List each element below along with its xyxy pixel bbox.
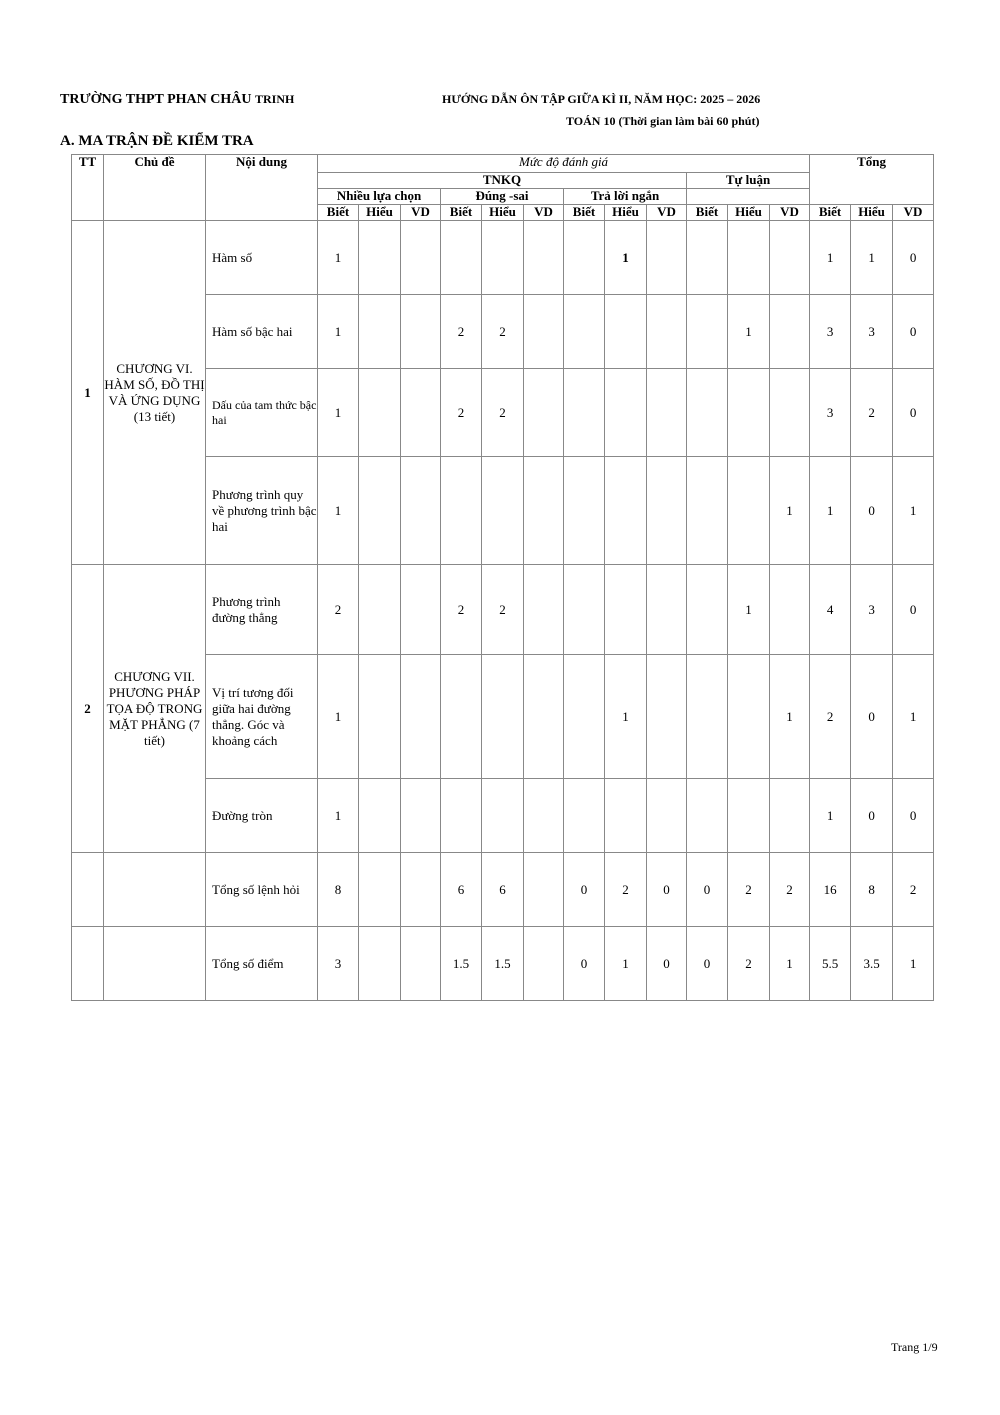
header-level: VD	[770, 205, 810, 221]
table-cell	[359, 295, 401, 369]
table-cell	[482, 457, 524, 565]
school-name-suffix: TRINH	[254, 92, 295, 106]
total-row	[72, 853, 934, 927]
table-cell	[564, 565, 605, 655]
table-cell	[359, 927, 401, 1001]
table-cell	[524, 457, 564, 565]
content-topic: Đường tròn	[206, 779, 318, 853]
table-cell	[770, 565, 810, 655]
header-tnkq: TNKQ	[318, 173, 687, 189]
table-row	[72, 221, 934, 295]
table-cell: 4	[810, 565, 851, 655]
table-cell	[524, 779, 564, 853]
chapter-title: CHƯƠNG VII. PHƯƠNG PHÁP TỌA ĐỘ TRONG MẶT PHẲNG (7 tiết)	[104, 565, 206, 853]
table-cell	[524, 221, 564, 295]
table-cell	[605, 565, 647, 655]
content-topic: Phương trình quy về phương trình bậc hai	[206, 457, 318, 565]
empty-cell	[104, 853, 206, 927]
table-cell	[687, 655, 728, 779]
header-tu-luan: Tự luận	[687, 173, 810, 189]
table-cell: 16	[810, 853, 851, 927]
table-cell	[359, 369, 401, 457]
table-cell	[687, 779, 728, 853]
table-cell	[564, 221, 605, 295]
table-cell	[728, 655, 770, 779]
table-cell: 2	[482, 565, 524, 655]
header-level: Biết	[564, 205, 605, 221]
table-cell	[564, 295, 605, 369]
table-cell	[401, 779, 441, 853]
table-cell: 1	[728, 295, 770, 369]
total-label: Tổng số lệnh hỏi	[206, 853, 318, 927]
total-label: Tổng số điểm	[206, 927, 318, 1001]
table-cell: 5.5	[810, 927, 851, 1001]
header-level: VD	[401, 205, 441, 221]
table-cell: 1	[318, 779, 359, 853]
total-row	[72, 927, 934, 1001]
table-cell: 2	[482, 369, 524, 457]
table-cell	[647, 655, 687, 779]
table-cell: 0	[564, 927, 605, 1001]
table-cell: 6	[441, 853, 482, 927]
table-cell	[728, 457, 770, 565]
header-level: VD	[647, 205, 687, 221]
table-cell: 1	[851, 221, 893, 295]
empty-cell	[72, 853, 104, 927]
table-cell	[401, 565, 441, 655]
table-cell: 0	[893, 565, 934, 655]
table-cell	[564, 457, 605, 565]
header-dung-sai: Đúng -sai	[441, 189, 564, 205]
content-topic: Vị trí tương đối giữa hai đường thẳng. Góc và khoảng cách	[206, 655, 318, 779]
table-cell	[647, 221, 687, 295]
assessment-matrix-table	[71, 154, 934, 1001]
table-cell: 0	[687, 853, 728, 927]
table-cell	[401, 295, 441, 369]
header-tt: TT	[72, 155, 104, 221]
content-topic: Hàm số bậc hai	[206, 295, 318, 369]
table-cell	[647, 295, 687, 369]
table-cell	[770, 295, 810, 369]
table-cell: 1.5	[441, 927, 482, 1001]
table-cell	[524, 927, 564, 1001]
table-cell: 0	[851, 655, 893, 779]
table-cell: 2	[728, 927, 770, 1001]
table-cell: 1	[728, 565, 770, 655]
table-cell: 0	[893, 369, 934, 457]
header-level: Hiểu	[728, 205, 770, 221]
chapter-title: CHƯƠNG VI. HÀM SỐ, ĐỒ THỊ VÀ ỨNG DỤNG (13 tiết)	[104, 221, 206, 565]
table-cell	[770, 779, 810, 853]
table-cell: 1	[810, 221, 851, 295]
table-cell: 8	[851, 853, 893, 927]
header-level: Hiểu	[359, 205, 401, 221]
table-cell: 1	[318, 221, 359, 295]
table-cell	[524, 853, 564, 927]
table-cell	[687, 369, 728, 457]
table-cell: 1	[318, 295, 359, 369]
table-cell	[524, 565, 564, 655]
table-cell: 6	[482, 853, 524, 927]
table-cell	[401, 655, 441, 779]
table-cell: 1.5	[482, 927, 524, 1001]
header-level: Hiểu	[482, 205, 524, 221]
table-cell: 2	[441, 369, 482, 457]
header-level: Biết	[318, 205, 359, 221]
table-cell: 0	[893, 221, 934, 295]
table-cell: 3	[851, 295, 893, 369]
school-name	[60, 92, 294, 108]
table-cell	[605, 295, 647, 369]
table-cell	[359, 457, 401, 565]
table-cell	[687, 221, 728, 295]
chapter-number: 2	[72, 565, 104, 853]
page-number: Trang 1/9	[891, 1340, 938, 1354]
empty-cell	[104, 927, 206, 1001]
table-cell	[728, 221, 770, 295]
table-cell	[524, 369, 564, 457]
table-cell: 1	[770, 927, 810, 1001]
content-topic: Hàm số	[206, 221, 318, 295]
table-cell: 1	[770, 457, 810, 565]
table-cell: 1	[893, 457, 934, 565]
table-cell: 1	[318, 369, 359, 457]
table-cell: 1	[893, 655, 934, 779]
table-cell: 2	[728, 853, 770, 927]
table-cell	[647, 457, 687, 565]
table-cell: 0	[647, 853, 687, 927]
table-cell: 1	[605, 221, 647, 295]
table-cell: 2	[605, 853, 647, 927]
table-cell	[728, 779, 770, 853]
table-cell	[770, 369, 810, 457]
table-cell: 0	[647, 927, 687, 1001]
table-cell	[359, 221, 401, 295]
table-cell	[401, 457, 441, 565]
table-cell	[441, 457, 482, 565]
table-cell	[401, 221, 441, 295]
table-cell: 0	[687, 927, 728, 1001]
table-cell	[770, 221, 810, 295]
table-cell	[441, 221, 482, 295]
table-cell	[647, 565, 687, 655]
table-cell: 1	[770, 655, 810, 779]
header-level: Hiểu	[605, 205, 647, 221]
table-cell	[687, 295, 728, 369]
table-cell	[441, 779, 482, 853]
header-tra-loi-ngan: Trả lời ngắn	[564, 189, 687, 205]
table-cell	[564, 369, 605, 457]
table-cell	[441, 655, 482, 779]
table-cell	[401, 369, 441, 457]
table-cell: 2	[441, 295, 482, 369]
table-cell: 3.5	[851, 927, 893, 1001]
subject-line: TOÁN 10 (Thời gian làm bài 60 phút)	[566, 114, 760, 128]
table-cell: 2	[770, 853, 810, 927]
table-row	[72, 565, 934, 655]
header-level: Biết	[441, 205, 482, 221]
table-cell: 0	[851, 457, 893, 565]
table-cell: 1	[810, 779, 851, 853]
table-cell: 2	[318, 565, 359, 655]
chapter-number: 1	[72, 221, 104, 565]
table-cell: 3	[318, 927, 359, 1001]
table-cell: 2	[810, 655, 851, 779]
table-cell: 3	[810, 295, 851, 369]
table-cell	[524, 655, 564, 779]
table-cell	[482, 655, 524, 779]
table-cell: 1	[605, 655, 647, 779]
table-cell	[359, 779, 401, 853]
table-cell	[359, 853, 401, 927]
table-cell	[524, 295, 564, 369]
header-muc-do: Mức độ đánh giá	[318, 155, 810, 173]
header-tu-luan-blank	[687, 189, 810, 205]
table-cell	[359, 565, 401, 655]
table-cell: 3	[810, 369, 851, 457]
table-cell	[564, 655, 605, 779]
table-cell: 2	[482, 295, 524, 369]
table-cell	[359, 655, 401, 779]
table-cell	[605, 369, 647, 457]
header-nhieu-lua-chon: Nhiều lựa chọn	[318, 189, 441, 205]
table-cell	[401, 853, 441, 927]
table-cell	[687, 565, 728, 655]
content-topic: Dấu của tam thức bậc hai	[206, 369, 318, 457]
header-level: VD	[524, 205, 564, 221]
table-cell: 1	[893, 927, 934, 1001]
table-cell	[401, 927, 441, 1001]
header-noi-dung: Nội dung	[206, 155, 318, 221]
table-cell	[564, 779, 605, 853]
table-cell: 0	[893, 295, 934, 369]
table-cell	[605, 457, 647, 565]
table-cell	[605, 779, 647, 853]
empty-cell	[72, 927, 104, 1001]
school-name-main: TRƯỜNG THPT PHAN CHÂU	[60, 92, 252, 107]
table-cell: 0	[564, 853, 605, 927]
header-level: Hiểu	[851, 205, 893, 221]
header-tong: Tổng	[810, 155, 934, 205]
table-cell: 0	[893, 779, 934, 853]
table-cell: 1	[318, 655, 359, 779]
table-cell: 1	[318, 457, 359, 565]
header-level: Biết	[810, 205, 851, 221]
table-cell: 0	[851, 779, 893, 853]
table-cell: 1	[605, 927, 647, 1001]
table-cell: 2	[851, 369, 893, 457]
table-cell	[647, 369, 687, 457]
content-topic: Phương trình đường thẳng	[206, 565, 318, 655]
header-level: VD	[893, 205, 934, 221]
table-cell	[687, 457, 728, 565]
guide-title: HƯỚNG DẪN ÔN TẬP GIỮA KÌ II, NĂM HỌC: 2025 – 2026	[442, 92, 761, 106]
table-cell	[728, 369, 770, 457]
table-cell	[482, 779, 524, 853]
table-cell	[647, 779, 687, 853]
section-title: A. MA TRẬN ĐỀ KIỂM TRA	[60, 133, 254, 149]
header-chu-de: Chủ đề	[104, 155, 206, 221]
table-cell: 2	[893, 853, 934, 927]
header-level: Biết	[687, 205, 728, 221]
table-cell: 3	[851, 565, 893, 655]
table-cell: 1	[810, 457, 851, 565]
table-cell	[482, 221, 524, 295]
table-cell: 8	[318, 853, 359, 927]
table-cell: 2	[441, 565, 482, 655]
